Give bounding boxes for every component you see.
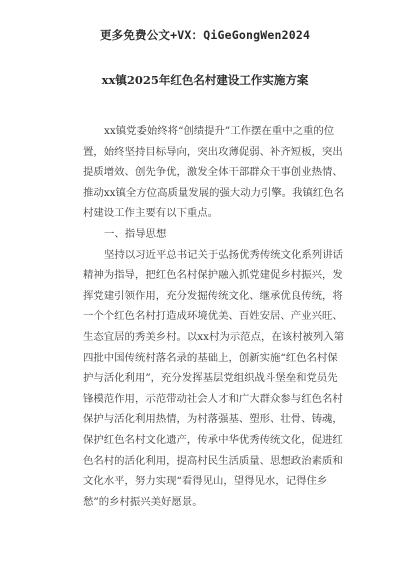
body-line: 置，始终坚持目标导向，突出攻薄促弱、补齐短板，突出: [83, 145, 343, 158]
body-line: 一、指导思想: [104, 227, 167, 240]
header-banner: 更多免费公文+VX：QiGeGongWen2024: [99, 28, 311, 42]
body-line: 文化水平，努力实现“看得见山，望得见水，记得住乡: [83, 475, 328, 488]
body-line: xx镇党委始终将“创绩提升”工作摆在重中之重的位: [104, 125, 335, 137]
body-line: 推动xx镇全方位高质量发展的强大动力引擎。我镇红色名: [83, 186, 345, 199]
body-line: 提质增效、创先争优，激发全体干部群众干事创业热情、: [83, 166, 343, 179]
body-line: 色名村的活化利用，提高村民生活质量、思想政治素质和: [83, 454, 343, 467]
body-line: 保护与活化利用热情，为村落强基、塑形、壮骨、铸魂，: [83, 413, 343, 426]
body-line: 护与活化利用”，充分发挥基层党组织战斗堡垒和党员先: [83, 372, 338, 385]
body-line: 坚持以习近平总书记关于弘扬优秀传统文化系列讲话: [104, 248, 343, 261]
body-line: 生态宜居的秀美乡村。以xx村为示范点，在该村被列入第: [83, 330, 345, 343]
body-line: 精神为指导，把红色名村保护融入抓党建促乡村振兴，发: [83, 269, 343, 282]
body-line: 锋模范作用，示范带动社会人才和广大群众参与红色名村: [83, 392, 343, 405]
document-title: xx镇2025年红色名村建设工作实施方案: [101, 73, 309, 87]
body-line: 保护红色名村文化遗产，传承中华优秀传统文化，促进红: [83, 433, 343, 446]
body-line: 愁”的乡村振兴美好愿景。: [83, 495, 203, 508]
body-line: 村建设工作主要有以下重点。: [83, 207, 219, 220]
body-line: 一个个红色名村打造成环境优美、百姓安居、产业兴旺、: [83, 310, 343, 323]
body-line: 挥党建引领作用，充分发掘传统文化、继承优良传统，将: [83, 289, 343, 302]
body-line: 四批中国传统村落名录的基础上，创新实施“红色名村保: [83, 351, 338, 364]
document-body: [83, 121, 355, 512]
